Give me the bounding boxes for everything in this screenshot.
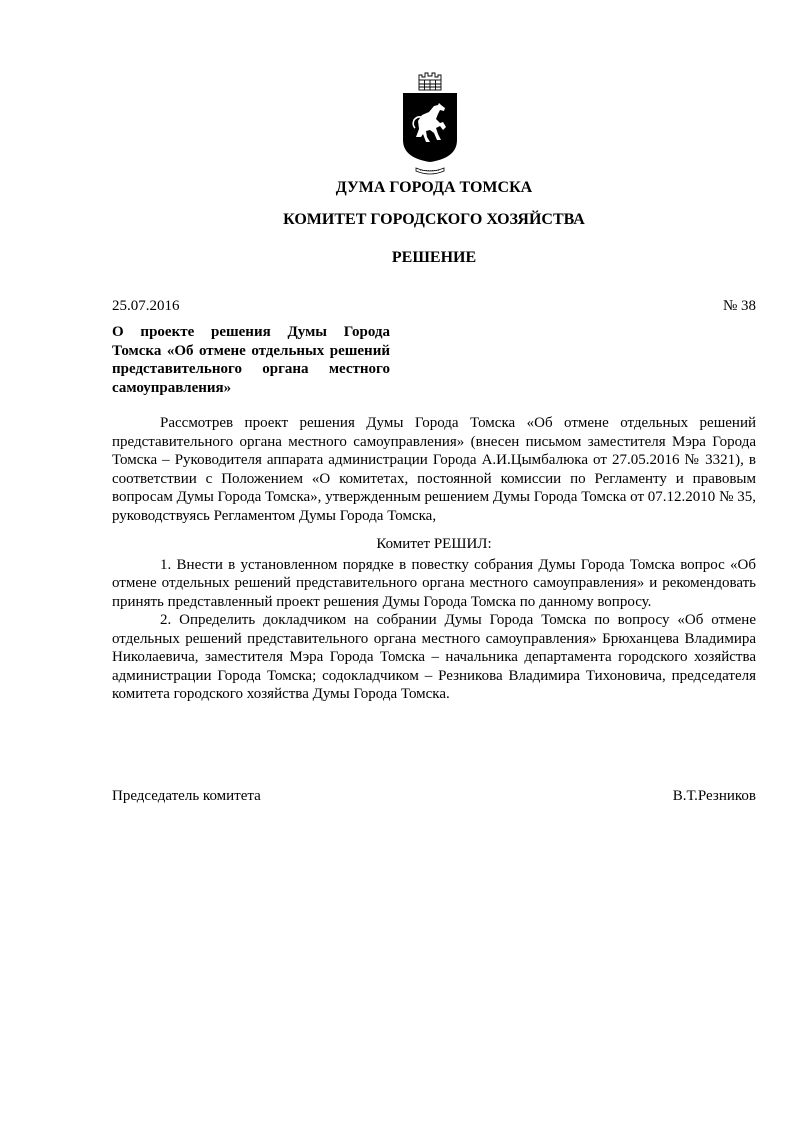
decision-item-1: 1. Внести в установленном порядке в повестку собрания Думы Города Томска вопрос «Об отмене отдельных решений представительного органа местного самоуправления» и рекомендовать принять представленный проект решения Думы Города Томска по данному вопросу. (112, 556, 756, 610)
duma-title: ДУМА ГОРОДА ТОМСКА (335, 179, 533, 196)
decision-item-2: 2. Определить докладчиком на собрании Думы Города Томска по вопросу «Об отмене отдельных решений представительного органа местного самоуправления» Брюханцева Владимира Николаевича, заместителя Мэра Города Томска – начальника департамента городского хозяйства администрации Города Томска; содокладчиком – Резникова Владимира Тихоновича, председателя комитета городского хозяйства Думы Города Томска. (112, 612, 756, 702)
document-type-title: РЕШЕНИЕ (391, 249, 477, 266)
intro-paragraph: Рассмотрев проект решения Думы Города Томска «Об отмене отдельных решений представительного органа местного самоуправления» (внесен письмом заместителя Мэра Города Томска – Руководителя аппарата администрации Города А.И.Цымбалюка от 27.05.2016 № 3321), в соответствии с Положением «О комитетах, постоянной комиссии по Регламенту и правовым вопросам Думы Города Томска», утвержденным решением Думы Города Томска от 07.12.2010 № 35, руководствуясь Регламентом Думы Города Томска, (112, 415, 756, 524)
signatory-name: В.Т.Резников (672, 788, 756, 804)
document-subject: О проекте решения Думы Города Томска «Об отмене отдельных решений представительного органа местного самоуправления» (112, 324, 390, 396)
signatory-role: Председатель комитета (112, 788, 261, 804)
document-body (112, 414, 756, 704)
decision-heading: Комитет РЕШИЛ: (376, 536, 492, 552)
tomsk-coat-of-arms-icon (396, 70, 464, 180)
document-number: № 38 (722, 298, 756, 314)
document-date: 25.07.2016 (112, 298, 180, 314)
committee-title: КОМИТЕТ ГОРОДСКОГО ХОЗЯЙСТВА (283, 211, 585, 228)
